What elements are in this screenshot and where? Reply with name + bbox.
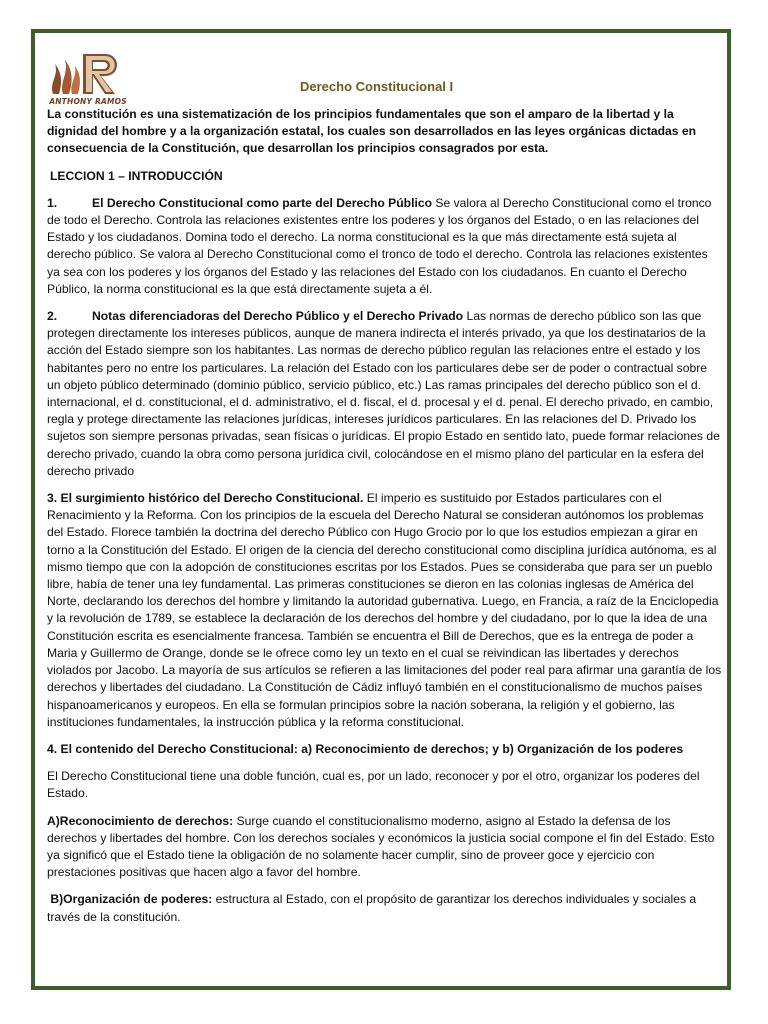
section-2 — [47, 308, 723, 480]
section-1-number: 1. — [47, 195, 58, 210]
section-b — [47, 891, 723, 925]
section-2-heading: Notas diferenciadoras del Derecho Público y el Derecho Privado — [92, 309, 464, 324]
section-2-number: 2. — [47, 309, 58, 324]
section-1-body: Se valora al Derecho Constitucional como el tronco de todo el Derecho. Controla las relaciones existentes entre los poderes y los órganos del Estado, o en las relaciones del Estado y los ciudadanos. Domina todo el derecho. La norma constitucional es la que más directamente está sujeta al derecho público. Se valora al Derecho Constitucional como el tronco de todo el derecho. Controla las relaciones existentes ya sea con los poderes y los órganos del Estado y las relaciones del Estado con los ciudadanos. En cuanto el Derecho Público, la norma constitucional es la que está directamente sujeta a él. — [47, 195, 712, 296]
section-4-heading: 4. El contenido del Derecho Constitucional: a) Reconocimiento de derechos; y b) Organización de los poderes — [47, 741, 684, 756]
section-3-heading: 3. El surgimiento histórico del Derecho Constitucional. — [47, 491, 364, 506]
section-a-body: Surge cuando el constitucionalismo moderno, asigno al Estado la defensa de los derechos y libertades del hombre. Con los derechos sociales y económicos la justicia social compone el fin del Estado. Esto ya significó que el Estado tiene la obligación de no solamente hacer cumplir, sino de proveer goce y ejercicio con prestaciones positivas que hacen algo a favor del hombre. — [47, 813, 715, 880]
section-3 — [47, 490, 723, 731]
section-1-heading: El Derecho Constitucional como parte del Derecho Público — [92, 195, 433, 210]
document-body — [47, 106, 723, 936]
document-title: Derecho Constitucional I — [300, 79, 454, 94]
intro-paragraph: La constitución es una sistematización de los principios fundamentales que son el amparo de la libertad y la dignidad del hombre y a la organización estatal, los cuales son desarrollados en las leyes orgánicas dictadas en consecuencia de la Constitución, que desarrollan los principios consagrados por esta. — [47, 107, 697, 156]
section-a — [47, 813, 723, 882]
logo-name-text: ANTHONY RAMOS — [49, 97, 127, 106]
section-b-heading: B)Organización de poderes: — [47, 892, 213, 907]
section-1 — [47, 195, 723, 298]
section-a-heading: A)Reconocimiento de derechos: — [47, 813, 234, 828]
section-b-body: estructura al Estado, con el propósito de garantizar los derechos individuales y sociales a través de la constitución. — [47, 892, 700, 924]
section-3-body: El imperio es sustituido por Estados particulares con el Renacimiento y la Reforma. Con los principios de la escuela del Derecho Natural se consideran autónomos los problemas del Estado. Florece también la doctrina del derecho Público con Hugo Grocio por lo que los estudios empiezan a girar en torno a la Constitución del Estado. El origen de la ciencia del derecho constitucional como disciplina jurídica autónoma, es al mismo tiempo que con la adopción de constituciones escritas por los Estados. Pues se consideraba que para ser un pueblo libre, había de tener una ley fundamental. Las primeras constituciones se dieron en las colonias inglesas de América del Norte, declarando los derechos del hombre y limitando la autoridad gubernativa. Luego, en Francia, a raíz de la Enciclopedia y la revolución de 1789, se establece la declaración de los derechos del hombre y del ciudadano, por lo que la idea de una Constitución escrita es esencialmente francesa. También se encuentra el Bill de Derechos, que es la entrega de poder a Maria y Guillermo de Orange, donde se le ofrece como ley un texto en el cual se reivindican las libertades y derechos violados por Jacobo. La mayoría de sus artículos se refieren a las limitaciones del poder real para afirmar una garantía de los derechos y libertades del ciudadano. La Constitución de Cádiz influyó también en el constitucionalismo de muchos países hispanoamericanos y europeos. En ella se formulan principios sobre la nación soberana, la religión y el gobierno, las instituciones fundamentales, la instrucción pública y la reforma constitucional. — [47, 491, 722, 729]
lesson-heading: LECCION 1 – INTRODUCCIÓN — [50, 168, 223, 183]
section-2-body: Las normas de derecho público son las que protegen directamente los intereses públicos, aunque de manera indirecta el interés privado, ya que los destinatarios de la acción del Estado siempre son los habitantes. Las normas de derecho público regulan las relaciones entre el estado y los habitantes pero no entre los particulares. La relación del Estado con los particulares debe ser de poder o contractual sobre un objeto público determinado (dominio público, servicio público, etc.) Las ramas principales del derecho público son el d. internacional, el d. constitucional, el d. administrativo, el d. fiscal, el d. procesal y el d. penal. El derecho privado, en cambio, regla y protege directamente las relaciones jurídicas, intereses jurídicos particulares. En las relaciones del D. Privado los sujetos son siempre personas privadas, sean físicas o jurídicas. El propio Estado en sentido lato, puede formar relaciones de derecho privado, cuando la obra como persona jurídica civil, colocándose en el mismo plano del particular en la esfera del derecho privado — [47, 309, 720, 478]
logo-mark-icon — [47, 46, 129, 98]
section-4-body: El Derecho Constitucional tiene una doble función, cual es, por un lado, reconocer y por el otro, organizar los poderes del Estado. — [47, 769, 700, 801]
anthony-ramos-logo — [47, 46, 129, 106]
